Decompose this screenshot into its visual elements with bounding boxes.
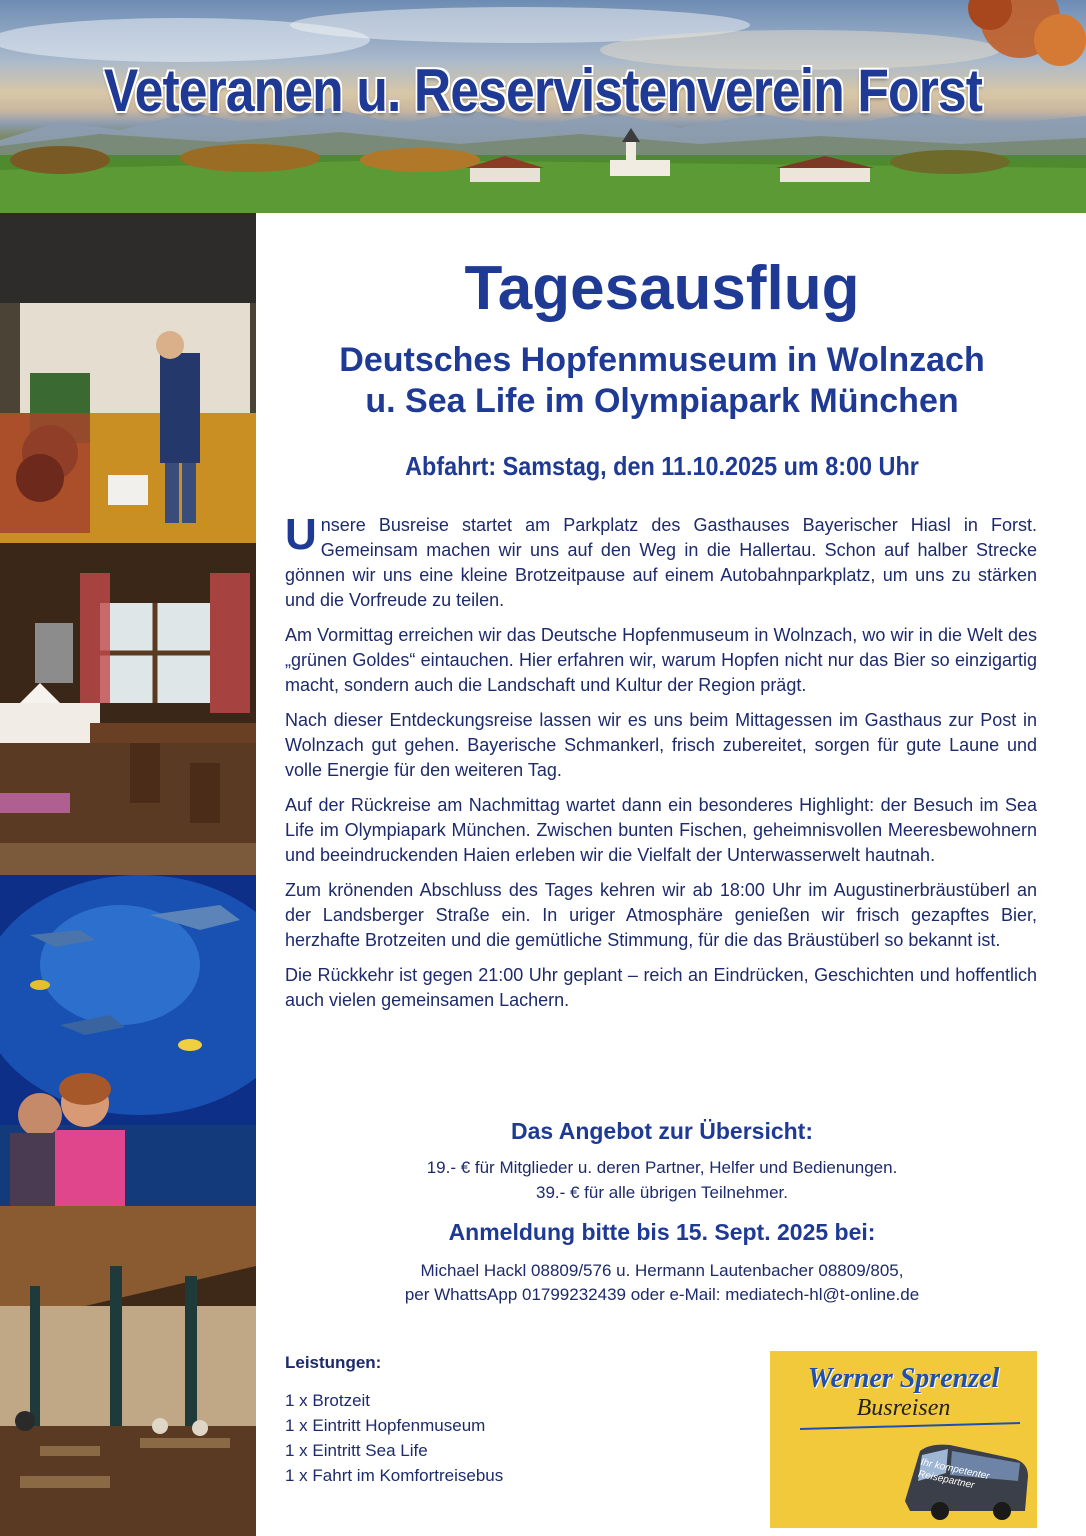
beer-hall-photo — [0, 1206, 256, 1536]
paragraph-1 — [285, 510, 1037, 613]
aquarium-photo — [0, 875, 256, 1206]
logo-tagline: Busreisen — [856, 1395, 951, 1421]
services-heading: Leistungen: — [285, 1353, 382, 1372]
offer-line-2: 39.- € für alle übrigen Teilnehmer. — [535, 1183, 788, 1202]
departure-info: Abfahrt: Samstag, den 11.10.2025 um 8:00 Uhr — [405, 451, 919, 481]
header-banner — [0, 0, 1086, 213]
paragraph-1-text: nsere Busreise startet am Parkplatz des Gasthauses Bayerischer Hiasl in Forst. Gemeinsam machen wir uns auf den Weg in die Hallertau. Schon auf halber Strecke gönnen wir uns eine kleine Brotzeitpause auf einem Autobahnparkplatz, um uns zu stärken und die Vorfreude zu teilen. — [285, 515, 1037, 610]
offer-heading: Das Angebot zur Übersicht: — [510, 1118, 813, 1144]
registration-line-2: per WhattsApp 01799232439 oder e-Mail: mediatech-hl@t-online.de — [404, 1285, 920, 1304]
subtitle-line-2: u. Sea Life im Olympiapark München — [365, 382, 959, 420]
list-item: 1 x Eintritt Hopfenmuseum — [285, 1416, 486, 1435]
registration-line-1: Michael Hackl 08809/576 u. Hermann Lautenbacher 08809/805, — [420, 1261, 904, 1280]
list-item: 1 x Fahrt im Komfortreisebus — [285, 1466, 504, 1485]
registration-heading: Anmeldung bitte bis 15. Sept. 2025 bei: — [448, 1219, 876, 1245]
subtitle — [256, 340, 1068, 422]
restaurant-photo — [0, 543, 256, 875]
dropcap: U — [285, 510, 317, 559]
paragraph-6: Die Rückkehr ist gegen 21:00 Uhr geplant – reich an Eindrücken, Geschichten und hoffentlich auch vielen gemeinsamen Lachern. — [285, 965, 1037, 1010]
paragraph-4: Auf der Rückreise am Nachmittag wartet dann ein besonderes Highlight: der Besuch im Sea Life im Olympiapark München. Zwischen bunten Fischen, geheimnisvollen Meeresbewohnern und beeindruckenden Haien erleben wir die Vielfalt der Unterwasserwelt hautnah. — [285, 795, 1037, 865]
paragraph-5: Zum krönenden Abschluss des Tages kehren wir ab 18:00 Uhr im Augustinerbräustüberl an der Landsberger Straße ein. In uriger Atmosphäre genießen wir frisch gezapftes Bier, herzhafte Brotzeiten und die gemütliche Stimmung, für die das Bräustüberl so bekannt ist. — [285, 880, 1037, 950]
offer-line-1: 19.- € für Mitglieder u. deren Partner, Helfer und Bedienungen. — [426, 1158, 898, 1177]
paragraph-2: Am Vormittag erreichen wir das Deutsche Hopfenmuseum in Wolnzach, wo wir in die Welt des „grünen Goldes“ eintauchen. Hier erfahren wir, warum Hopfen nicht nur das Bier so einzigartig macht, sondern auch die Landschaft und Kultur der Region prägt. — [285, 625, 1037, 695]
subtitle-line-1: Deutsches Hopfenmuseum in Wolnzach — [339, 341, 985, 379]
logo-company-name: Werner Sprenzel — [807, 1363, 1000, 1394]
bus-company-logo — [770, 1351, 1037, 1528]
list-item: 1 x Eintritt Sea Life — [285, 1441, 428, 1460]
page-title: Tagesausflug — [464, 254, 860, 323]
museum-photo — [0, 213, 256, 543]
photo-strip — [0, 213, 256, 1536]
list-item: 1 x Brotzeit — [285, 1391, 371, 1410]
organization-title: Veteranen u. Reservistenverein Forst — [103, 57, 983, 124]
main-content — [256, 213, 1086, 1536]
body-text — [285, 510, 1037, 1023]
logo-slogan: Ihr kompetenter Reisepartner — [917, 1456, 991, 1492]
services-list — [285, 1388, 503, 1488]
paragraph-3: Nach dieser Entdeckungsreise lassen wir es uns beim Mittagessen im Gasthaus zur Post in Wolnzach gut gehen. Bayerische Schmankerl, frisch zubereitet, sorgen für gute Laune und volle Energie für den weiteren Tag. — [285, 710, 1037, 780]
